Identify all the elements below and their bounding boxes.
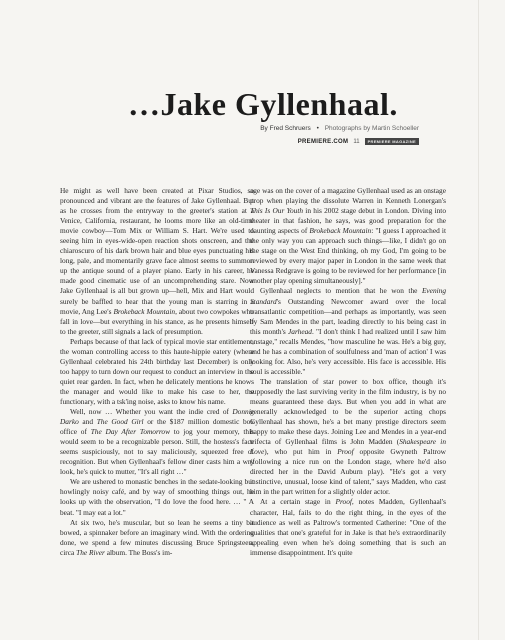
italic-title: Donnie Darko: [60, 407, 254, 427]
text-run: in his 2002 stage debut in London. Diving into theater in that fashion, he says, was good preparation for the daunting aspects of: [250, 206, 446, 236]
paragraph: Perhaps because of that lack of typical movie star entitlement, the woman controlling access to this haute-hippie eatery (where Gyllenhaal celebrated his 24th birthday last December) is only too happy to turn down our request to conduct an interview in the quiet rear garden. In fact, when he delicately mentions he knows the manager and would like to make his case to her, the functionary, with a tsk'ing noise, asks to know his name.: [60, 336, 254, 406]
italic-title: Brokeback Mountain: [113, 306, 176, 316]
page-gutter-line: [478, 0, 479, 640]
left-column: [60, 186, 254, 558]
italic-title: The Good Girl: [96, 417, 144, 427]
text-run: . "I don't think I had realized until I saw him onstage," recalls Mendes, "how masculine he was. He's a big guy, and he has a combination of soulfulness and 'man of action' I was looking for. Also, he's very accessible. His face is accessible. His soul is accessible.": [250, 326, 447, 376]
text-run: ), who put him in: [264, 447, 338, 457]
magazine-badge: PREMIERE MAGAZINE: [365, 138, 419, 145]
text-run: or the $187 million domestic box office of: [60, 417, 255, 437]
author-credit: By Fred Schruers: [260, 125, 311, 132]
paragraph: [60, 407, 254, 477]
byline-separator: •: [316, 125, 319, 132]
text-run: Well, now … Whether you want the indie cred of: [70, 407, 233, 417]
text-run: At a certain stage in: [260, 497, 336, 507]
text-run: , notes Madden, Gyllenhaal's character, Hal, fails to do the right thing, in the eyes of the audience as well as Paltrow's tormented Catherine: "One of the qualities that one's grateful for in Jake is that he's extraordinarily appealing even when he's doing something that is such an immense disappointment. It's quite: [250, 497, 446, 557]
paragraph: [250, 377, 446, 498]
text-run: album. The Boss's im-: [104, 547, 173, 557]
text-run: to jog your memory, this would seem to be a recognizable person. Still, the hostess's face seems suspiciously, not to say maliciously, squeezed free of recognition. But when Gyllenhaal's fellow diner casts him a wry look, he's quick to mutter, "It's all right …": [60, 427, 254, 477]
text-run: and: [78, 417, 97, 427]
paragraph: [250, 186, 446, 286]
text-run: opposite Gwyneth Paltrow (following a nice run on the London stage, where he'd also directed her in the David Auburn play). "He's got a very instinctive, unusual, loose kind of talent," says Madden, who cast him in the part written for a slightly older actor.: [250, 447, 446, 497]
paragraph: [60, 186, 254, 337]
paragraph: [60, 518, 254, 558]
text-run: , about two cowpokes who fall in love—but everything in his stance, as he presents himself to the greeter, still signals a lack of presumption.: [60, 306, 254, 336]
text-run: 's Outstanding Newcomer award over the local transatlantic competition—and perhaps as importantly, was seen by Sam Mendes in the part, leading directly to his being cast in this month's: [250, 296, 446, 336]
paragraph: We are ushered to monastic benches in the sedate-looking but howlingly noisy café, and by way of smoothing things out, he looks up with the observation, "I do love the food here. … " A beat. "I may eat a lot.": [60, 477, 254, 517]
right-column: [250, 186, 446, 558]
italic-title: Proof: [337, 447, 354, 457]
text-run: At six two, he's muscular, but so lean he seems a tiny bit bowed, a spinnaker before an imaginary wind. With the ordering done, we spend a few minutes discussing Bruce Springsteen, circa: [60, 517, 254, 557]
italic-title: Brokeback Mountain: [309, 226, 372, 236]
page-footer: [298, 138, 419, 145]
article-title: …Jake Gyllenhaal.: [128, 86, 398, 122]
byline: [260, 125, 419, 132]
text-run: He might as well have been created at Pixar Studios, so pronounced and vibrant are the features of Jake Gyllenhaal. But as he crosses from the entryway to the greeter's station at a Venice, California, restaurant, he looms more like an old-time movie cowboy—Tom Mix or William S. Hart. We're used to seeing him in eyes-wide-open reaction shots onscreen, and the chiaroscuro of his dark brown hair and blue eyes punctuating his long, pale, and momentarily grave face almost seems to summon up the antique sound of a player piano. Early in his career, he made good cinematic use of an uncomprehending stare. Now Jake Gyllenhaal is all but grown up—hell, Mix and Hart would surely be baffled to hear that the young man is starring in a movie, Ang Lee's: [60, 186, 254, 316]
italic-title: Proof: [335, 497, 352, 507]
italic-title: This Is Our Youth: [250, 206, 304, 216]
italic-title: Jarhead: [288, 326, 312, 336]
italic-title: Evening Standard: [250, 286, 446, 306]
page-number: 11: [353, 138, 360, 145]
site-url: PREMIERE.COM: [297, 138, 349, 145]
paragraph: [250, 286, 446, 376]
italic-title: The River: [76, 547, 105, 557]
text-run: age was on the cover of a magazine Gyllenhaal used as an onstage prop when playing the dissolute Warren in Kenneth Lonergan's: [250, 186, 446, 206]
italic-title: The Day After Tomorrow: [90, 427, 170, 437]
paragraph: [250, 497, 446, 557]
text-run: Gyllenhaal neglects to mention that he won the: [260, 286, 422, 296]
italic-title: Shakespeare in Love: [250, 437, 446, 457]
text-run: : "I guess I approached it the only way you can approach such things—like, I didn't go on the stage on the West End thinking, oh my God, I'm going to be reviewed by every major paper in London in the same week that Vanessa Redgrave is going to be reviewed for her performance [in another play opening simultaneously].": [250, 226, 446, 286]
photo-credit: Photographs by Martin Schoeller: [324, 125, 419, 132]
text-run: The translation of star power to box office, though it's supposedly the last surviving verity in the film industry, is by no means guaranteed these days. But when you add in what are generally acknowledged to be the superior acting chops Gyllenhaal has shown, he's a bet many prestige directors seem happy to make these days. Joining Lee and Mendes in a year-end trifecta of Gyllenhaal films is John Madden (: [250, 376, 446, 447]
